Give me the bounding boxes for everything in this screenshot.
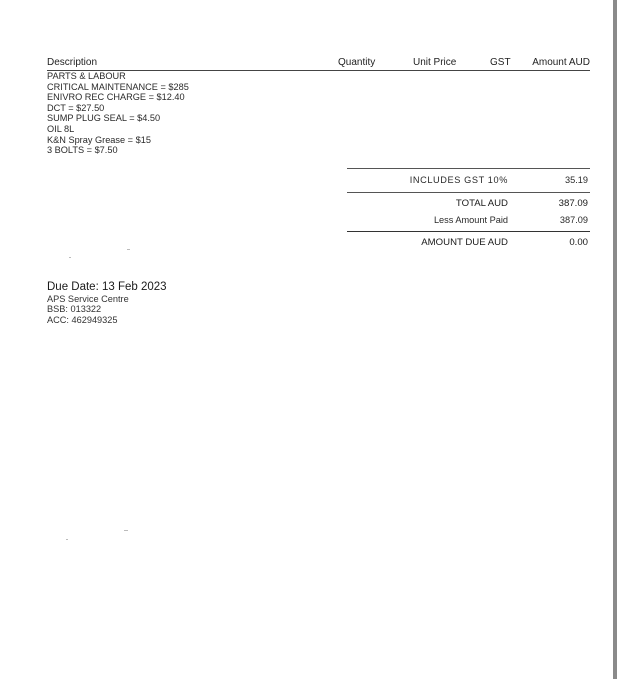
amount-paid-row <box>347 215 590 227</box>
amount-paid-value: 387.09 <box>559 215 588 225</box>
total-aud-value: 387.09 <box>558 198 588 209</box>
description-line: ENIVRO REC CHARGE = $12.40 <box>47 92 185 103</box>
scan-speck <box>66 539 68 540</box>
scan-edge <box>613 0 617 679</box>
totals-top-divider <box>347 168 590 169</box>
amount-paid-label: Less Amount Paid <box>433 215 508 225</box>
description-line: OIL 8L <box>47 123 75 134</box>
scan-speck <box>127 249 130 250</box>
includes-gst-row <box>347 175 590 187</box>
column-header-gst: GST <box>490 57 511 68</box>
payment-details <box>47 281 347 325</box>
column-header-unit-price: Unit Price <box>413 57 457 68</box>
description-line: CRITICAL MAINTENANCE = $285 <box>47 81 189 92</box>
total-aud-label: TOTAL AUD <box>455 198 508 209</box>
description-line: K&N Spray Grease = $15 <box>47 134 151 145</box>
includes-gst-value: 35.19 <box>565 175 588 185</box>
due-date: Due Date: 13 Feb 2023 <box>47 281 167 293</box>
account-number: ACC: 462949325 <box>47 314 118 325</box>
payee-name: APS Service Centre <box>47 294 129 304</box>
column-header-amount: Amount AUD <box>532 57 590 68</box>
description-line: PARTS & LABOUR <box>47 71 126 81</box>
description-line: SUMP PLUG SEAL = $4.50 <box>47 113 161 124</box>
scan-speck <box>69 257 71 258</box>
includes-gst-label: INCLUDES GST 10% <box>409 175 508 185</box>
column-header-description: Description <box>47 57 98 68</box>
total-aud-row <box>347 198 590 210</box>
amount-due-label: AMOUNT DUE AUD <box>421 237 508 248</box>
totals-mid-divider <box>347 192 590 193</box>
description-line: DCT = $27.50 <box>47 102 105 113</box>
amount-due-row <box>347 237 590 249</box>
bsb-number: BSB: 013322 <box>47 304 102 315</box>
scan-speck <box>124 530 128 531</box>
invoice-table-header <box>47 57 590 71</box>
description-line: 3 BOLTS = $7.50 <box>47 145 118 156</box>
amount-due-value: 0.00 <box>569 237 588 248</box>
column-header-quantity: Quantity <box>338 57 376 68</box>
line-item-description <box>47 71 307 156</box>
totals-bottom-divider <box>347 231 590 232</box>
